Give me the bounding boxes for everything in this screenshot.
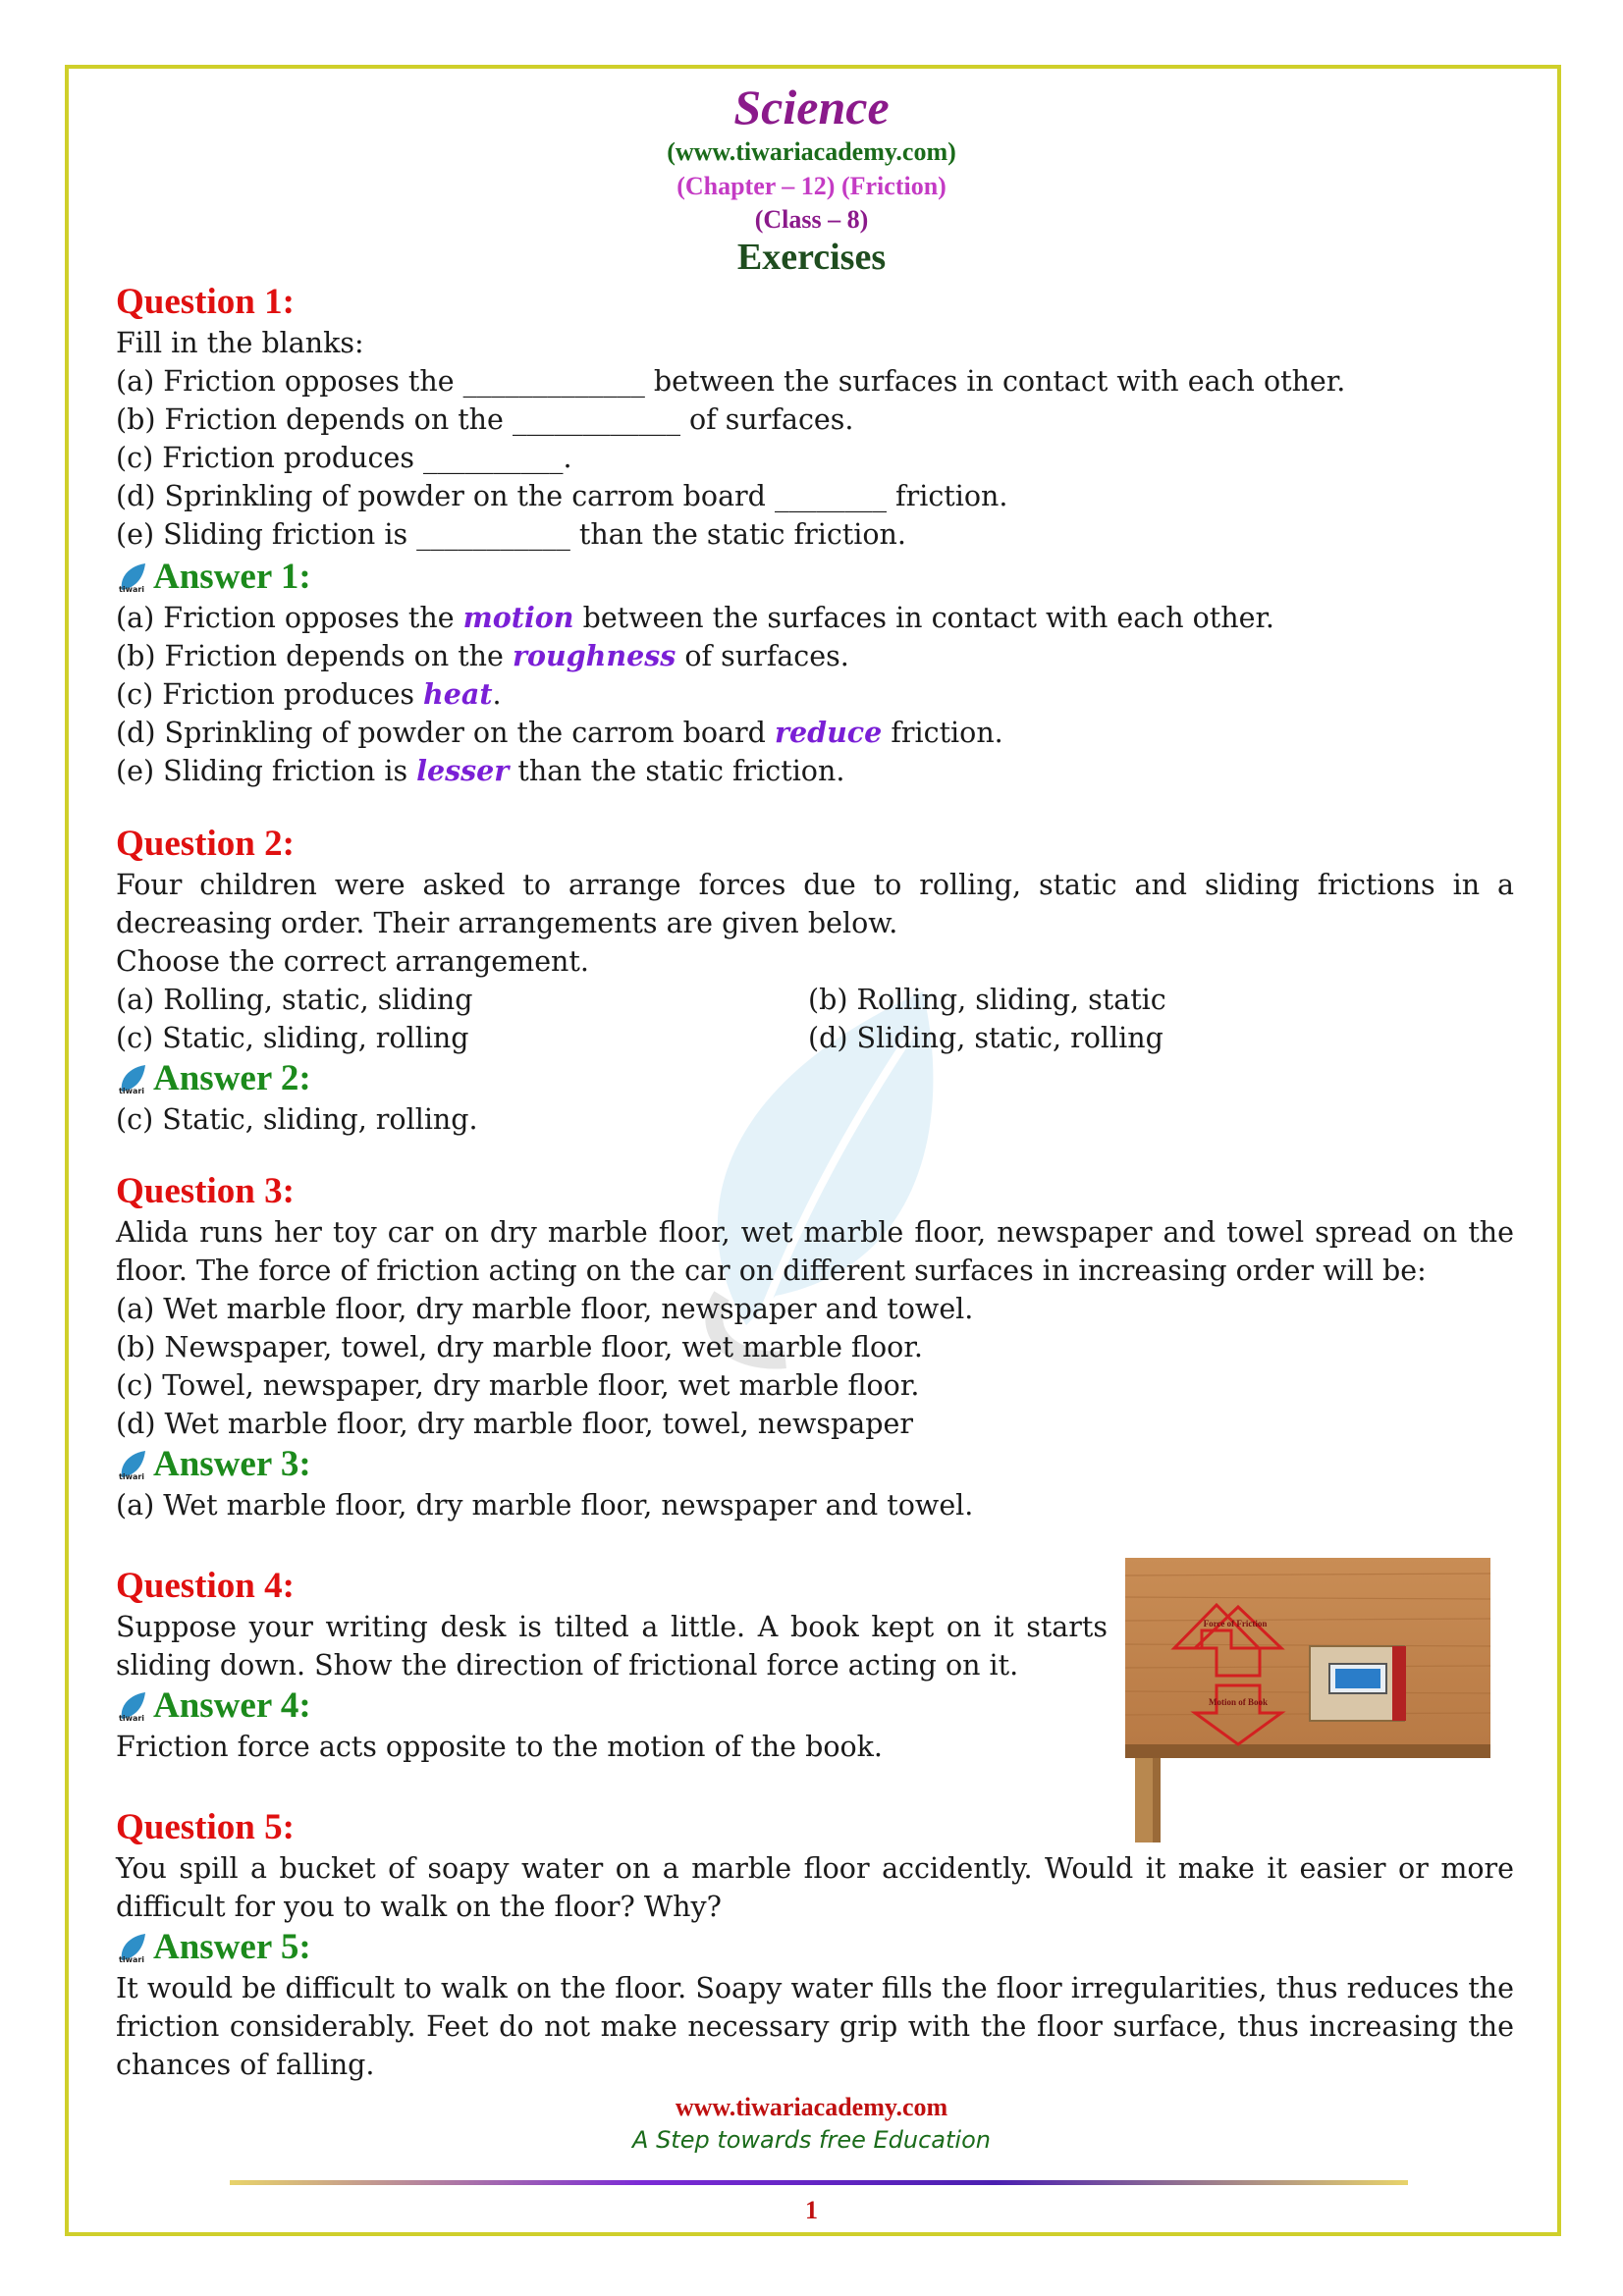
answer-1-item: (a) Friction opposes the motion between the surfaces in contact with each other.: [116, 601, 1274, 634]
footer-url[interactable]: www.tiwariacademy.com: [675, 2093, 948, 2121]
tiwari-leaf-icon: [116, 561, 149, 594]
question-1-item: (d) Sprinkling of powder on the carrom board ________ friction.: [116, 480, 1008, 512]
answer-4-title: Answer 4:: [153, 1685, 311, 1726]
section-title: Exercises: [736, 237, 887, 278]
question-4-text: Suppose your writing desk is tilted a little. A book kept on it starts sliding down. Show the direction of frictional force acting on it.: [116, 1611, 1108, 1682]
option-a: (a) Rolling, static, sliding: [116, 984, 473, 1016]
answer-3-title: Answer 3:: [153, 1444, 311, 1484]
answer-word: roughness: [512, 639, 676, 672]
answer-1-item: (d) Sprinkling of powder on the carrom board reduce friction.: [116, 716, 1003, 749]
svg-text:tiwari: tiwari: [119, 1472, 145, 1481]
question-2-text: Four children were asked to arrange forces due to rolling, static and sliding frictions in a decreasing order. Their arrangements are given below.: [116, 869, 1514, 939]
question-1-item: (b) Friction depends on the ____________ of surfaces.: [116, 403, 854, 436]
question-5-title: Question 5:: [116, 1807, 295, 1847]
question-1-item: (a) Friction opposes the _____________ between the surfaces in contact with each other.: [116, 365, 1346, 398]
footer-tagline: A Step towards free Education: [632, 2126, 991, 2154]
class-label: (Class – 8): [754, 205, 869, 234]
answer-5-heading: [116, 1926, 1514, 1969]
answer-5-text: It would be difficult to walk on the floor. Soapy water fills the floor irregularities, thus reduces the friction considerably. Feet do not make necessary grip with the floor surface, thus increasing the chances of falling.: [116, 1972, 1514, 2081]
question-3-item: (d) Wet marble floor, dry marble floor, towel, newspaper: [116, 1408, 913, 1440]
answer-1-item: (b) Friction depends on the roughness of surfaces.: [116, 639, 849, 672]
answer-word: reduce: [775, 716, 883, 749]
question-2-options-row: [116, 981, 1514, 1019]
subject-title: Science: [733, 80, 890, 134]
question-4-block: [116, 1565, 1108, 1766]
svg-text:tiwari: tiwari: [119, 1955, 145, 1964]
answer-2-text: (c) Static, sliding, rolling.: [116, 1103, 478, 1136]
answer-2-title: Answer 2:: [153, 1058, 311, 1098]
tiwari-leaf-icon: [116, 1062, 149, 1095]
answer-2-heading: [116, 1057, 1514, 1100]
tiwari-leaf-icon: [116, 1931, 149, 1964]
svg-text:tiwari: tiwari: [119, 1087, 145, 1095]
question-1-title: Question 1:: [116, 282, 295, 322]
svg-text:tiwari: tiwari: [119, 585, 145, 594]
answer-3-text: (a) Wet marble floor, dry marble floor, newspaper and towel.: [116, 1489, 974, 1522]
question-3-title: Question 3:: [116, 1171, 295, 1211]
question-4-title: Question 4:: [116, 1566, 295, 1606]
answer-1-title: Answer 1:: [153, 557, 311, 597]
question-1-item: (c) Friction produces __________.: [116, 442, 572, 474]
question-3-text: Alida runs her toy car on dry marble floor, wet marble floor, newspaper and towel spread on the floor. The force of friction acting on the car on different surfaces in increasing order will be:: [116, 1216, 1514, 1287]
answer-4-heading: [116, 1684, 1108, 1728]
tiwari-leaf-icon: [116, 1448, 149, 1481]
question-2-prompt: Choose the correct arrangement.: [116, 945, 589, 978]
answer-word: heat: [423, 677, 493, 711]
tilted-desk-figure: [1125, 1558, 1490, 1842]
answer-word: lesser: [416, 754, 510, 787]
answer-5-title: Answer 5:: [153, 1927, 311, 1967]
figure-label-motion: Motion of Book: [1208, 1697, 1269, 1707]
option-c: (c) Static, sliding, rolling: [116, 1022, 469, 1054]
chapter-label: (Chapter – 12) (Friction): [676, 172, 947, 200]
svg-text:tiwari: tiwari: [119, 1714, 145, 1723]
answer-1-heading: [116, 556, 1514, 599]
question-3-block: [116, 1170, 1514, 1524]
answer-word: motion: [462, 601, 574, 634]
question-5-block: [116, 1806, 1514, 2084]
question-2-title: Question 2:: [116, 824, 295, 864]
question-3-item: (a) Wet marble floor, dry marble floor, newspaper and towel.: [116, 1293, 974, 1325]
question-1-item: (e) Sliding friction is ___________ than the static friction.: [116, 518, 906, 551]
footer-divider: [230, 2180, 1408, 2185]
option-b: (b) Rolling, sliding, static: [808, 984, 1166, 1016]
option-d: (d) Sliding, static, rolling: [808, 1022, 1163, 1054]
question-2-options-row: [116, 1019, 1514, 1057]
question-1-intro: Fill in the blanks:: [116, 327, 364, 359]
website-label: (www.tiwariacademy.com): [667, 137, 956, 166]
question-3-item: (c) Towel, newspaper, dry marble floor, wet marble floor.: [116, 1369, 920, 1402]
answer-1-item: (c) Friction produces heat.: [116, 677, 502, 711]
question-3-item: (b) Newspaper, towel, dry marble floor, wet marble floor.: [116, 1331, 923, 1363]
tiwari-leaf-icon: [116, 1689, 149, 1723]
answer-1-block: [116, 556, 1514, 790]
figure-label-force: Force of Friction: [1203, 1619, 1268, 1629]
answer-4-text: Friction force acts opposite to the motion of the book.: [116, 1731, 883, 1763]
question-2-block: [116, 823, 1514, 1139]
page-number: 1: [805, 2196, 818, 2224]
question-5-text: You spill a bucket of soapy water on a marble floor accidently. Would it make it easier or more difficult for you to walk on the floor? Why?: [116, 1852, 1514, 1923]
question-1-block: [116, 281, 1514, 554]
answer-1-item: (e) Sliding friction is lesser than the static friction.: [116, 754, 845, 787]
answer-3-heading: [116, 1443, 1514, 1486]
